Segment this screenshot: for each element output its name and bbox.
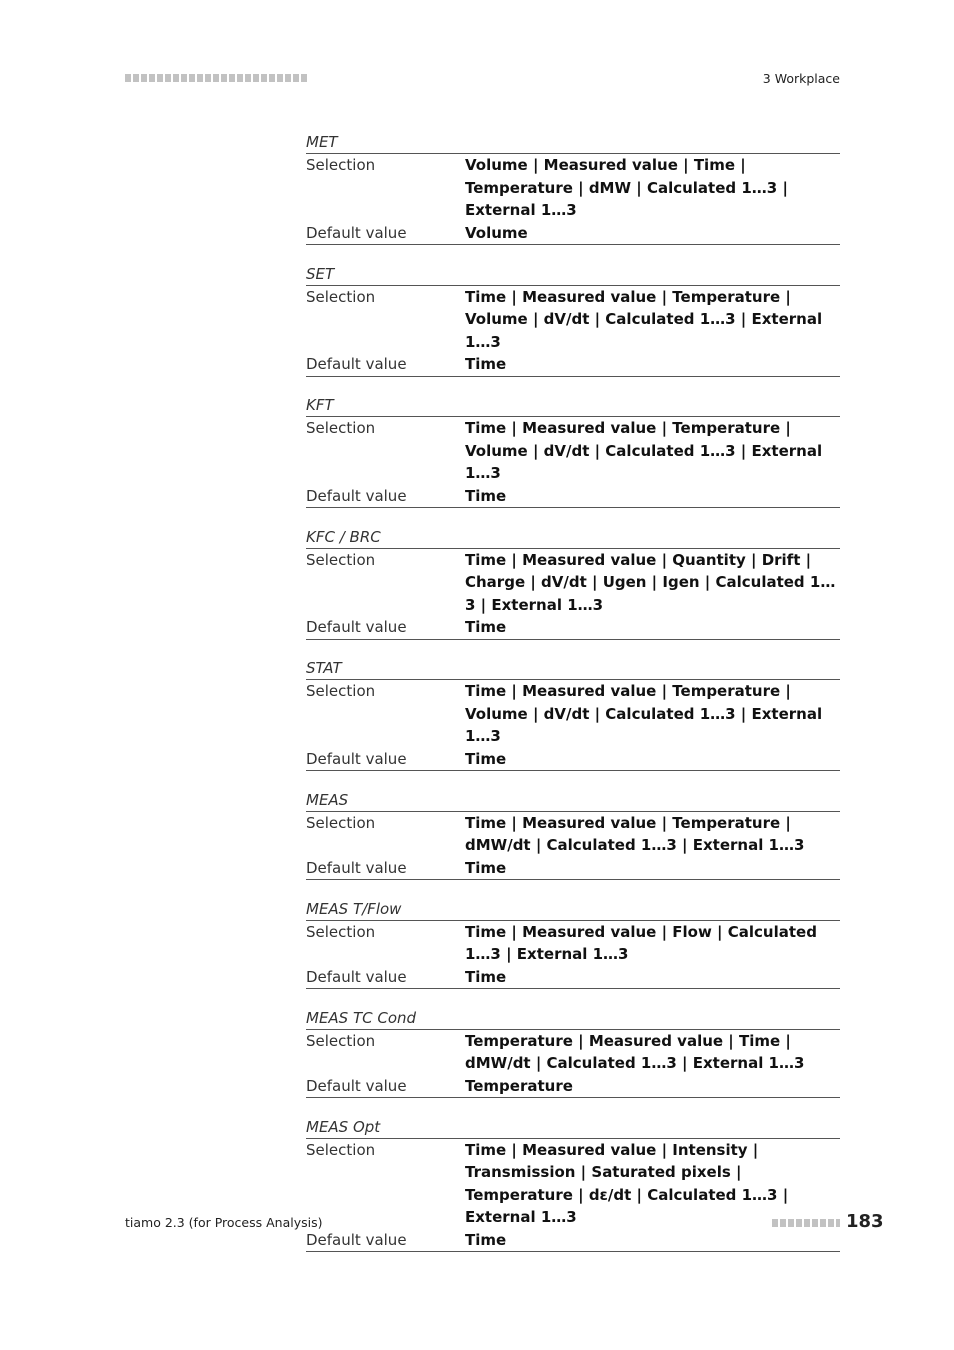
block-title: MEAS Opt bbox=[306, 1116, 840, 1139]
parameter-block bbox=[306, 526, 840, 640]
block-body bbox=[306, 417, 840, 508]
block-title: STAT bbox=[306, 657, 840, 680]
selection-value: Time | Measured value | Temperature | Volume | dV/dt | Calculated 1…3 | External 1…3 bbox=[465, 287, 823, 351]
parameter-block bbox=[306, 898, 840, 990]
selection-value: Time | Measured value | Temperature | Volume | dV/dt | Calculated 1…3 | External 1…3 bbox=[465, 682, 823, 745]
default-label: Default value bbox=[306, 1230, 407, 1249]
selection-label: Selection bbox=[306, 287, 376, 306]
selection-row bbox=[306, 154, 840, 222]
selection-label: Selection bbox=[306, 1031, 376, 1050]
default-value: Volume bbox=[465, 223, 528, 242]
footer-decoration bbox=[772, 1219, 840, 1227]
selection-value: Time | Measured value | Intensity | Transmission | Saturated pixels | Temperature | dε/dt | Calculated 1…3 | External 1…3 bbox=[465, 1140, 789, 1226]
selection-label: Selection bbox=[306, 682, 376, 700]
default-value: Time bbox=[465, 1230, 507, 1249]
block-body bbox=[306, 1030, 840, 1099]
selection-label: Selection bbox=[306, 419, 376, 437]
default-label: Default value bbox=[306, 858, 407, 877]
block-body bbox=[306, 154, 840, 245]
default-row bbox=[306, 616, 840, 639]
default-label: Default value bbox=[306, 355, 407, 373]
parameter-block bbox=[306, 657, 840, 771]
default-row bbox=[306, 966, 840, 989]
default-value: Time bbox=[465, 749, 507, 768]
block-title: MEAS TC Cond bbox=[306, 1007, 840, 1030]
parameter-block bbox=[306, 394, 840, 508]
selection-label: Selection bbox=[306, 813, 376, 832]
block-body bbox=[306, 549, 840, 640]
selection-row bbox=[306, 1139, 840, 1229]
parameter-block bbox=[306, 131, 840, 245]
block-title: MEAS T/Flow bbox=[306, 898, 840, 921]
selection-value: Time | Measured value | Temperature | Volume | dV/dt | Calculated 1…3 | External 1…3 bbox=[465, 419, 823, 482]
default-value: Temperature bbox=[465, 1076, 573, 1095]
default-value: Time bbox=[465, 618, 507, 636]
selection-row bbox=[306, 417, 840, 485]
default-row bbox=[306, 485, 840, 508]
default-label: Default value bbox=[306, 749, 407, 768]
default-row bbox=[306, 1075, 840, 1098]
block-body bbox=[306, 286, 840, 377]
selection-label: Selection bbox=[306, 550, 376, 569]
selection-label: Selection bbox=[306, 1140, 376, 1159]
block-body bbox=[306, 921, 840, 990]
default-value: Time bbox=[465, 858, 507, 877]
selection-row bbox=[306, 286, 840, 354]
chapter-title: 3 Workplace bbox=[762, 71, 840, 86]
selection-value: Temperature | Measured value | Time | dMW/dt | Calculated 1…3 | External 1…3 bbox=[465, 1031, 805, 1072]
default-label: Default value bbox=[306, 618, 407, 636]
default-value: Time bbox=[465, 355, 507, 373]
default-label: Default value bbox=[306, 1076, 407, 1095]
default-label: Default value bbox=[306, 223, 407, 242]
default-label: Default value bbox=[306, 486, 407, 505]
selection-row bbox=[306, 680, 840, 748]
block-title: MEAS bbox=[306, 789, 840, 812]
block-body bbox=[306, 680, 840, 771]
parameter-block bbox=[306, 789, 840, 881]
default-label: Default value bbox=[306, 967, 407, 986]
header-decoration bbox=[125, 74, 307, 82]
block-title: MET bbox=[306, 131, 840, 154]
selection-value: Time | Measured value | Temperature | dMW/dt | Calculated 1…3 | External 1…3 bbox=[465, 813, 805, 854]
default-value: Time bbox=[465, 967, 507, 986]
selection-value: Volume | Measured value | Time | Temperature | dMW | Calculated 1…3 | External 1…3 bbox=[465, 156, 788, 219]
block-title: KFC / BRC bbox=[306, 526, 840, 549]
selection-value: Time | Measured value | Quantity | Drift | Charge | dV/dt | Ugen | Igen | Calculated 1…3 | External 1…3 bbox=[465, 550, 836, 614]
default-row bbox=[306, 222, 840, 245]
parameter-block bbox=[306, 1116, 840, 1253]
parameter-block bbox=[306, 263, 840, 377]
block-title: KFT bbox=[306, 394, 840, 417]
default-row bbox=[306, 353, 840, 376]
product-name: tiamo 2.3 (for Process Analysis) bbox=[125, 1215, 323, 1230]
block-body bbox=[306, 812, 840, 881]
block-title: SET bbox=[306, 263, 840, 286]
selection-row bbox=[306, 549, 840, 617]
default-row bbox=[306, 857, 840, 880]
default-value: Time bbox=[465, 486, 507, 505]
parameter-list bbox=[306, 131, 840, 1270]
parameter-block bbox=[306, 1007, 840, 1099]
selection-value: Time | Measured value | Flow | Calculated 1…3 | External 1…3 bbox=[465, 922, 817, 963]
default-row bbox=[306, 748, 840, 771]
page-number: 183 bbox=[846, 1211, 884, 1232]
selection-row bbox=[306, 921, 840, 966]
default-row bbox=[306, 1229, 840, 1252]
selection-row bbox=[306, 812, 840, 857]
block-body bbox=[306, 1139, 840, 1253]
selection-label: Selection bbox=[306, 922, 376, 941]
selection-row bbox=[306, 1030, 840, 1075]
selection-label: Selection bbox=[306, 156, 376, 174]
